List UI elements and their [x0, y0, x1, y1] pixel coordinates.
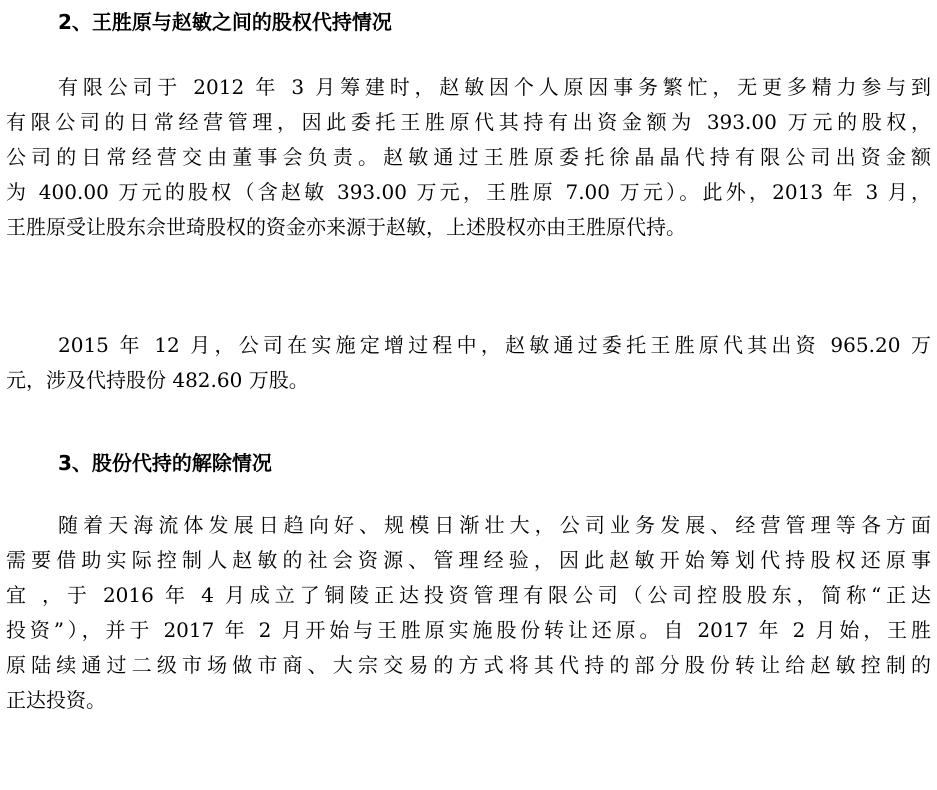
paragraph-line: 有限公司于 2012 年 3 月筹建时，赵敏因个人原因事务繁忙，无更多精力参与到 [58, 75, 931, 99]
section-2-paragraph-1 [6, 70, 931, 245]
section-3-heading: 3、股份代持的解除情况 [58, 451, 272, 475]
paragraph-line: 2015 年 12 月，公司在实施定增过程中，赵敏通过委托王胜原代其出资 965.20 万 [58, 333, 931, 357]
paragraph-line: 需要借助实际控制人赵敏的社会资源、管理经验，因此赵敏开始筹划代持股权还原事 [6, 548, 931, 572]
paragraph-line: 正达投资。 [6, 688, 106, 712]
section-2-paragraph-2 [6, 328, 931, 398]
paragraph-line: 公司的日常经营交由董事会负责。赵敏通过王胜原委托徐晶晶代持有限公司出资金额 [6, 145, 931, 169]
paragraph-line: 为 400.00 万元的股权（含赵敏 393.00 万元，王胜原 7.00 万元）。此外，2013 年 3 月， [6, 180, 931, 204]
paragraph-line: 随着天海流体发展日趋向好、规模日渐壮大，公司业务发展、经营管理等各方面 [58, 513, 931, 537]
paragraph-line: 元，涉及代持股份 482.60 万股。 [6, 368, 309, 392]
section-3-paragraph-1 [6, 508, 931, 718]
paragraph-line: 有限公司的日常经营管理，因此委托王胜原代其持有出资金额为 393.00 万元的股权， [6, 110, 931, 134]
paragraph-line: 原陆续通过二级市场做市商、大宗交易的方式将其代持的部分股份转让给赵敏控制的 [6, 653, 931, 677]
section-2-heading: 2、王胜原与赵敏之间的股权代持情况 [58, 10, 392, 34]
paragraph-line: 王胜原受让股东佘世琦股权的资金亦来源于赵敏，上述股权亦由王胜原代持。 [6, 215, 686, 239]
paragraph-line: 投资”），并于 2017 年 2 月开始与王胜原实施股份转让还原。自 2017 年 2 月始，王胜 [6, 618, 931, 642]
paragraph-line: 宜 ，于 2016 年 4 月成立了铜陵正达投资管理有限公司（公司控股股东，简称“正达 [6, 583, 931, 607]
